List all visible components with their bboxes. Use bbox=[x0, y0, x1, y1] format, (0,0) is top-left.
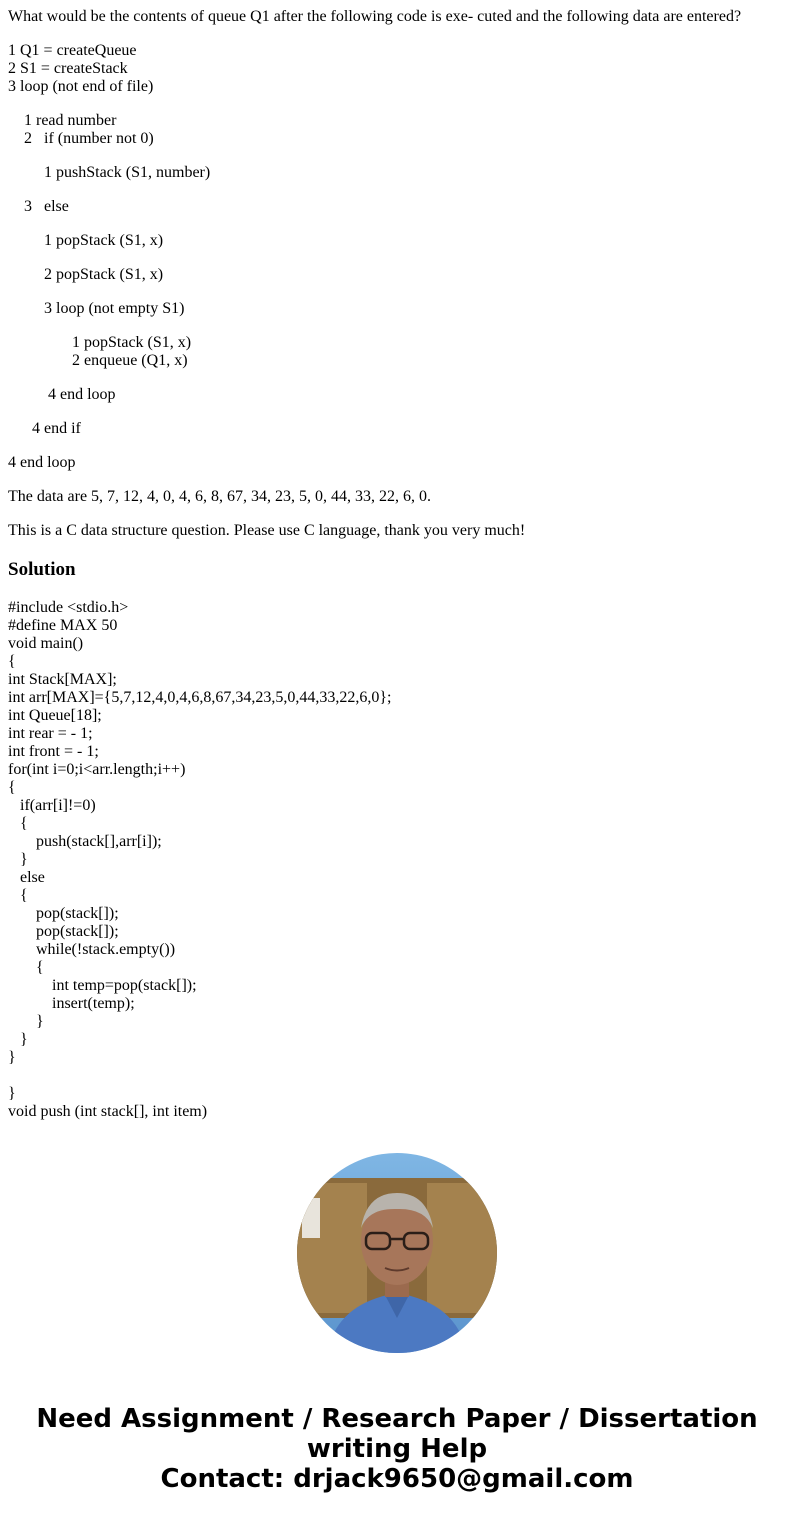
footer-contact: Contact: drjack9650@gmail.com bbox=[160, 1464, 634, 1494]
code-line: push(stack[],arr[i]); bbox=[36, 833, 162, 850]
pseudo-line: 1 popStack (S1, x) bbox=[44, 232, 164, 249]
code-line: while(!stack.empty()) bbox=[36, 941, 176, 958]
code-line: { bbox=[36, 959, 44, 976]
code-line: } bbox=[8, 1049, 16, 1066]
pseudo-line: 1 popStack (S1, x) bbox=[72, 334, 192, 351]
code-line: pop(stack[]); bbox=[36, 905, 119, 922]
pseudo-line: 1 read number bbox=[24, 112, 117, 129]
code-line: } bbox=[36, 1013, 44, 1030]
code-line: void push (int stack[], int item) bbox=[8, 1103, 208, 1120]
code-line: int rear = - 1; bbox=[8, 725, 93, 742]
code-line: int temp=pop(stack[]); bbox=[52, 977, 197, 994]
code-line: } bbox=[20, 851, 28, 868]
pseudo-line: 1 Q1 = createQueue bbox=[8, 42, 137, 59]
pseudo-line: 4 end loop bbox=[8, 454, 76, 471]
code-line: insert(temp); bbox=[52, 995, 135, 1012]
code-line: int Queue[18]; bbox=[8, 707, 102, 724]
pseudo-line: 2 S1 = createStack bbox=[8, 60, 128, 77]
pseudo-line: 4 end loop bbox=[48, 386, 116, 403]
code-line: for(int i=0;i<arr.length;i++) bbox=[8, 761, 186, 778]
pseudo-line: 3 else bbox=[24, 198, 69, 215]
data-line: The data are 5, 7, 12, 4, 0, 4, 6, 8, 67, 34, 23, 5, 0, 44, 33, 22, 6, 0. bbox=[8, 488, 432, 505]
code-line: int arr[MAX]={5,7,12,4,0,4,6,8,67,34,23,5,0,44,33,22,6,0}; bbox=[8, 689, 392, 706]
solution-heading: Solution bbox=[8, 559, 76, 580]
code-line: { bbox=[8, 653, 16, 670]
code-line: { bbox=[8, 779, 16, 796]
code-line: if(arr[i]!=0) bbox=[20, 797, 96, 814]
pseudo-line: 2 popStack (S1, x) bbox=[44, 266, 164, 283]
code-line: #include <stdio.h> bbox=[8, 599, 129, 616]
pseudo-line: 2 if (number not 0) bbox=[24, 130, 154, 147]
code-line: int Stack[MAX]; bbox=[8, 671, 117, 688]
code-line: void main() bbox=[8, 635, 84, 652]
question-intro: What would be the contents of queue Q1 after the following code is exe- cuted and the following data are entered? bbox=[8, 8, 742, 25]
pseudo-line: 3 loop (not empty S1) bbox=[44, 300, 185, 317]
footer-line-1: Need Assignment / Research Paper / Dissertation bbox=[36, 1404, 758, 1434]
code-line: { bbox=[20, 887, 28, 904]
code-line: } bbox=[8, 1085, 16, 1102]
code-line: int front = - 1; bbox=[8, 743, 99, 760]
code-line: #define MAX 50 bbox=[8, 617, 118, 634]
note-line: This is a C data structure question. Please use C language, thank you very much! bbox=[8, 522, 526, 539]
code-line: } bbox=[20, 1031, 28, 1048]
code-line: { bbox=[20, 815, 28, 832]
pseudo-line: 3 loop (not end of file) bbox=[8, 78, 154, 95]
code-line: pop(stack[]); bbox=[36, 923, 119, 940]
author-avatar bbox=[297, 1153, 497, 1353]
pseudo-line: 1 pushStack (S1, number) bbox=[44, 164, 211, 181]
pseudo-line: 2 enqueue (Q1, x) bbox=[72, 352, 188, 369]
pseudo-line: 4 end if bbox=[32, 420, 81, 437]
footer-line-2: writing Help bbox=[306, 1434, 488, 1464]
code-line: else bbox=[20, 869, 45, 886]
